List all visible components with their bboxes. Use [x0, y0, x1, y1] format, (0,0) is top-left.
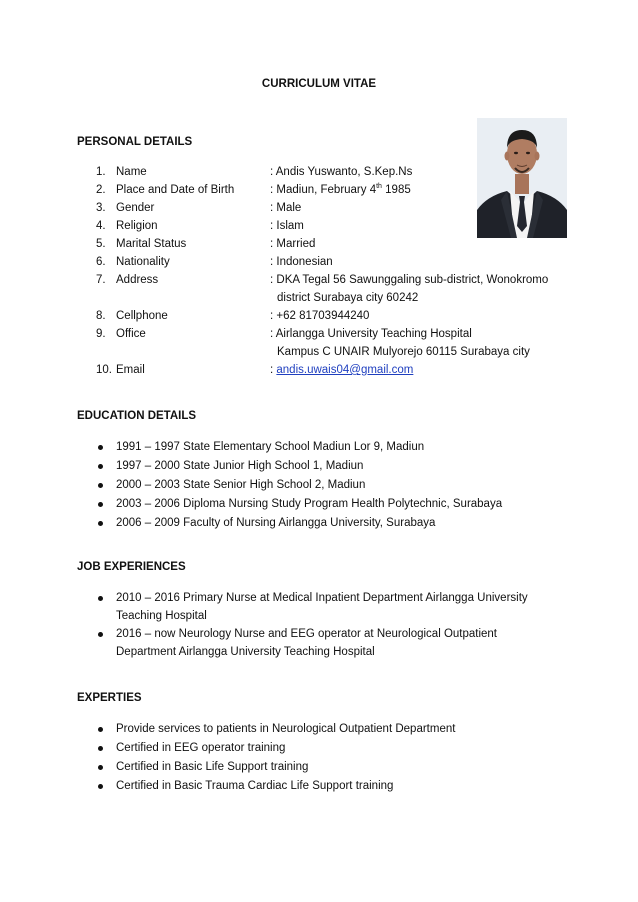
expertise-heading: EXPERTIES	[77, 692, 142, 704]
personal-row-email	[96, 361, 566, 379]
email-link[interactable]: andis.uwais04@gmail.com	[276, 364, 414, 376]
job-list	[96, 589, 556, 661]
row-value-year: 1985	[381, 184, 411, 196]
expertise-list	[96, 720, 556, 795]
bullet-icon	[98, 596, 103, 601]
list-item-text: 1997 – 2000 State Junior High School 1, Madiun	[116, 460, 364, 472]
bullet-icon	[98, 521, 103, 526]
bullet-icon	[98, 765, 103, 770]
row-value: :	[270, 364, 277, 376]
row-value-continuation: Kampus C UNAIR Mulyorejo 60115 Surabaya city	[277, 346, 530, 358]
row-number: 10.	[96, 364, 112, 376]
list-item-text: Certified in Basic Trauma Cardiac Life Support training	[116, 780, 394, 792]
row-label: Office	[116, 328, 146, 340]
row-value: : Airlangga University Teaching Hospital	[270, 328, 472, 340]
row-label: Email	[116, 364, 145, 376]
row-value: : Married	[270, 238, 316, 250]
row-number: 8.	[96, 310, 106, 322]
row-number: 7.	[96, 274, 106, 286]
row-number: 4.	[96, 220, 106, 232]
row-label: Marital Status	[116, 238, 187, 250]
list-item	[96, 514, 556, 532]
row-value: : DKA Tegal 56 Sawunggaling sub-district, Wonokromo	[270, 274, 549, 286]
education-details-heading: EDUCATION DETAILS	[77, 410, 197, 422]
personal-row-nationality	[96, 253, 566, 271]
personal-details-heading: PERSONAL DETAILS	[77, 136, 193, 148]
bullet-icon	[98, 784, 103, 789]
list-item-text-continuation: Teaching Hospital	[116, 610, 207, 622]
list-item	[96, 476, 556, 494]
bullet-icon	[98, 464, 103, 469]
bullet-icon	[98, 746, 103, 751]
education-list	[96, 438, 556, 532]
list-item-text: 2003 – 2006 Diploma Nursing Study Program Health Polytechnic, Surabaya	[116, 498, 503, 510]
row-value: : Andis Yuswanto, S.Kep.Ns	[270, 166, 413, 178]
bullet-icon	[98, 727, 103, 732]
row-number: 5.	[96, 238, 106, 250]
personal-row-cellphone	[96, 307, 566, 325]
list-item-text: Certified in EEG operator training	[116, 742, 286, 754]
profile-photo	[477, 118, 567, 238]
list-item-text: 2016 – now Neurology Nurse and EEG operator at Neurological Outpatient	[116, 628, 498, 640]
list-item	[96, 720, 556, 738]
list-item-text: Provide services to patients in Neurological Outpatient Department	[116, 723, 456, 735]
row-label: Nationality	[116, 256, 170, 268]
row-value: : +62 81703944240	[270, 310, 370, 322]
row-value: : Indonesian	[270, 256, 333, 268]
job-experiences-heading: JOB EXPERIENCES	[77, 561, 186, 573]
row-label: Address	[116, 274, 159, 286]
list-item	[96, 758, 556, 776]
row-number: 9.	[96, 328, 106, 340]
list-item	[96, 495, 556, 513]
bullet-icon	[98, 483, 103, 488]
list-item	[96, 625, 556, 661]
row-number: 2.	[96, 184, 106, 196]
list-item	[96, 777, 556, 795]
bullet-icon	[98, 445, 103, 450]
row-value: : Male	[270, 202, 302, 214]
row-label: Religion	[116, 220, 158, 232]
row-value: : Islam	[270, 220, 304, 232]
list-item	[96, 589, 556, 625]
list-item	[96, 739, 556, 757]
row-label: Place and Date of Birth	[116, 184, 235, 196]
row-number: 3.	[96, 202, 106, 214]
list-item-text: 2010 – 2016 Primary Nurse at Medical Inpatient Department Airlangga University	[116, 592, 528, 604]
list-item	[96, 457, 556, 475]
row-number: 6.	[96, 256, 106, 268]
list-item-text: Certified in Basic Life Support training	[116, 761, 309, 773]
row-value-continuation: district Surabaya city 60242	[277, 292, 419, 304]
list-item-text: 1991 – 1997 State Elementary School Madiun Lor 9, Madiun	[116, 441, 425, 453]
row-label: Gender	[116, 202, 155, 214]
ordinal-suffix: th	[376, 183, 382, 191]
personal-row-address	[96, 271, 566, 307]
list-item-text: 2000 – 2003 State Senior High School 2, Madiun	[116, 479, 366, 491]
row-label: Cellphone	[116, 310, 168, 322]
document-title: CURRICULUM VITAE	[261, 78, 377, 90]
row-value: : Madiun, February 4	[270, 184, 377, 196]
bullet-icon	[98, 502, 103, 507]
row-label: Name	[116, 166, 147, 178]
list-item-text-continuation: Department Airlangga University Teaching Hospital	[116, 646, 375, 658]
list-item	[96, 438, 556, 456]
row-number: 1.	[96, 166, 106, 178]
personal-row-office	[96, 325, 566, 361]
list-item-text: 2006 – 2009 Faculty of Nursing Airlangga University, Surabaya	[116, 517, 436, 529]
bullet-icon	[98, 632, 103, 637]
